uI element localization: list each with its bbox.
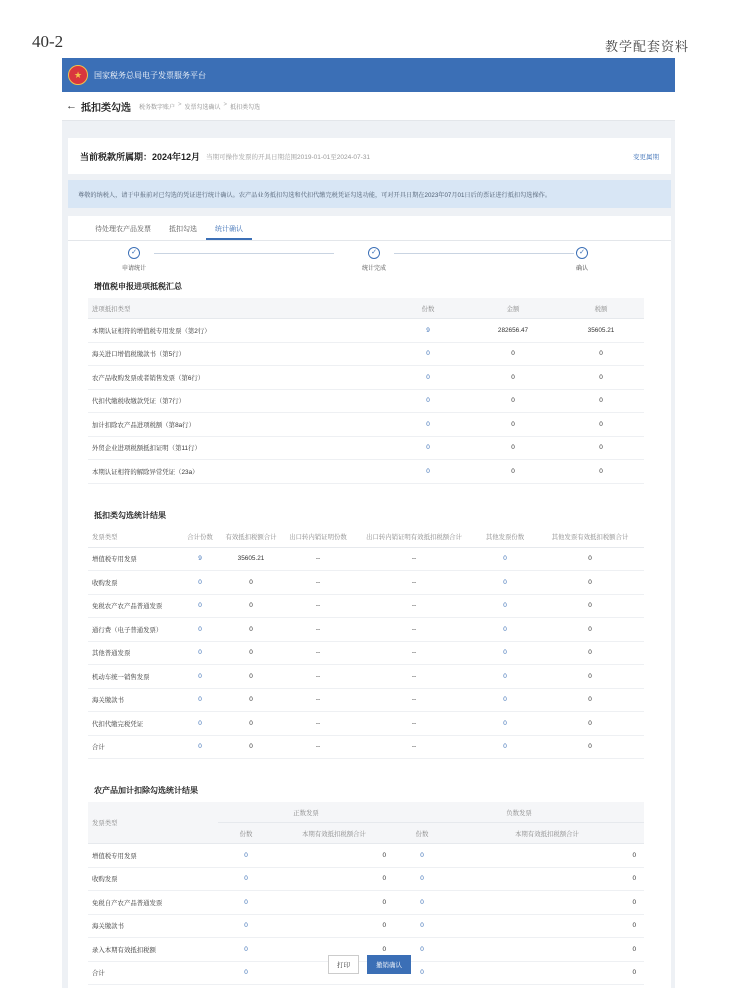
export-tax-cell: -- — [354, 665, 474, 689]
count-link[interactable]: 0 — [180, 571, 220, 595]
positive-count-link[interactable]: 0 — [218, 844, 274, 868]
row-label: 收购发票 — [88, 571, 180, 595]
count-link[interactable]: 0 — [180, 688, 220, 712]
check-icon: ✓ — [128, 247, 140, 259]
table-row — [88, 867, 644, 891]
step-label: 统计完成 — [361, 266, 386, 272]
row-label: 其他普通发票 — [88, 641, 180, 665]
table-row — [88, 319, 644, 343]
breadcrumb-item[interactable]: 税务数字账户 — [139, 104, 176, 111]
negative-tax-cell: 0 — [450, 867, 644, 891]
row-label: 本期认证相符的解除异常凭证（23a） — [88, 460, 388, 484]
breadcrumb-separator: > — [178, 101, 182, 108]
other-count-link[interactable]: 0 — [474, 712, 536, 736]
negative-tax-cell: 0 — [450, 961, 644, 985]
other-tax-cell: 0 — [536, 735, 644, 759]
tax-period-label: 当前税款所属期：2024年12月 — [80, 151, 201, 162]
tax-period-range: 当期可操作发票的开具日期范围2019-01-01至2024-07-31 — [206, 153, 371, 161]
column-header: 份数 — [218, 823, 274, 844]
breadcrumb-item: 抵扣类勾选 — [230, 104, 261, 111]
tax-total-cell: 0 — [220, 735, 282, 759]
tax-total-cell: 0 — [220, 594, 282, 618]
table-row — [88, 366, 644, 390]
amount-cell: 0 — [468, 342, 558, 366]
table-row — [88, 891, 644, 915]
tax-total-cell: 0 — [220, 665, 282, 689]
count-link[interactable]: 0 — [180, 735, 220, 759]
row-label: 本期认证相符的增值税专用发票（第2行） — [88, 319, 388, 343]
tax-cell: 0 — [558, 389, 644, 413]
tab-deduction-select[interactable]: 抵扣勾选 — [169, 226, 197, 233]
count-link[interactable]: 0 — [180, 665, 220, 689]
breadcrumb-separator: > — [223, 101, 228, 108]
table-row — [88, 547, 644, 571]
table-row — [88, 914, 644, 938]
column-header: 合计份数 — [180, 527, 220, 548]
print-button[interactable]: 打印 — [328, 955, 359, 974]
breadcrumb — [139, 102, 260, 111]
column-header: 其他发票份数 — [474, 527, 536, 548]
page-title: 抵扣类勾选 — [81, 102, 131, 114]
other-tax-cell: 0 — [536, 571, 644, 595]
deduction-table — [88, 527, 644, 760]
tax-emblem-icon: ★ — [68, 65, 88, 85]
positive-tax-cell: 0 — [274, 891, 394, 915]
export-tax-cell: -- — [354, 594, 474, 618]
breadcrumb-item[interactable]: 发票勾选确认 — [184, 104, 221, 111]
table-row — [88, 460, 644, 484]
export-count-cell: -- — [282, 665, 354, 689]
count-link[interactable]: 0 — [388, 460, 468, 484]
other-count-link[interactable]: 0 — [474, 665, 536, 689]
tax-total-cell: 0 — [220, 571, 282, 595]
tax-total-cell: 35605.21 — [220, 547, 282, 571]
step-label: 确认 — [575, 266, 588, 272]
back-arrow-icon[interactable]: ← — [66, 100, 77, 112]
tab-pending-agri[interactable]: 待处理农产品发票 — [95, 226, 151, 233]
platform-header — [62, 58, 675, 92]
row-label: 海关缴款书 — [88, 688, 180, 712]
tab-statistics-confirm[interactable]: 统计确认 — [206, 216, 252, 240]
export-count-cell: -- — [282, 735, 354, 759]
column-header: 税额 — [558, 298, 644, 319]
export-tax-cell: -- — [354, 618, 474, 642]
row-label: 海关进口增值税缴款书（第5行） — [88, 342, 388, 366]
negative-count-link[interactable]: 0 — [394, 891, 450, 915]
count-link[interactable]: 0 — [388, 413, 468, 437]
tax-cell: 0 — [558, 436, 644, 460]
negative-count-link[interactable]: 0 — [394, 938, 450, 962]
negative-tax-cell: 0 — [450, 938, 644, 962]
amount-cell: 0 — [468, 413, 558, 437]
negative-tax-cell: 0 — [450, 844, 644, 868]
positive-tax-cell: 0 — [274, 867, 394, 891]
positive-count-link[interactable]: 0 — [218, 867, 274, 891]
column-header: 本期有效抵扣税额合计 — [450, 823, 644, 844]
positive-tax-cell: 0 — [274, 844, 394, 868]
step-connector — [154, 253, 334, 254]
positive-count-link[interactable]: 0 — [218, 891, 274, 915]
count-link[interactable]: 0 — [180, 594, 220, 618]
other-tax-cell: 0 — [536, 641, 644, 665]
row-label: 海关缴款书 — [88, 914, 218, 938]
tax-total-cell: 0 — [220, 712, 282, 736]
tax-total-cell: 0 — [220, 618, 282, 642]
amount-cell: 0 — [468, 366, 558, 390]
table-row — [88, 342, 644, 366]
amount-cell: 0 — [468, 389, 558, 413]
amount-cell: 0 — [468, 436, 558, 460]
group-header: 负数发票 — [394, 802, 644, 823]
positive-tax-cell: 0 — [274, 914, 394, 938]
row-label: 外贸企业进项税额抵扣证明（第11行） — [88, 436, 388, 460]
row-label: 农产品收购发票或者销售发票（第6行） — [88, 366, 388, 390]
column-header: 发票类型 — [88, 802, 218, 844]
row-label: 加计扣除农产品进项税额（第8a行） — [88, 413, 388, 437]
column-header: 有效抵扣税额合计 — [220, 527, 282, 548]
positive-count-link[interactable]: 0 — [218, 914, 274, 938]
app-window — [62, 58, 675, 988]
group-header: 正数发票 — [218, 802, 394, 823]
row-label: 通行费（电子普通发票） — [88, 618, 180, 642]
export-count-cell: -- — [282, 571, 354, 595]
export-tax-cell: -- — [354, 688, 474, 712]
tax-cell: 0 — [558, 413, 644, 437]
positive-tax-cell: 0 — [274, 938, 394, 962]
row-label: 代扣代缴税收缴款凭证（第7行） — [88, 389, 388, 413]
document-tag: 教学配套资料 — [604, 39, 689, 54]
column-header: 出口转内销证明份数 — [282, 527, 354, 548]
table-row — [88, 618, 644, 642]
count-link[interactable]: 0 — [180, 618, 220, 642]
step-confirm — [552, 247, 612, 272]
column-header: 进项抵扣类型 — [88, 298, 388, 319]
column-header: 发票类型 — [88, 527, 180, 548]
negative-count-link[interactable]: 0 — [394, 914, 450, 938]
step-done — [344, 247, 404, 272]
row-label: 代扣代缴完税凭证 — [88, 712, 180, 736]
deduction-title: 抵扣类勾选统计结果 — [94, 510, 166, 520]
row-label: 机动车统一销售发票 — [88, 665, 180, 689]
main-panel — [68, 216, 671, 988]
row-label: 合计 — [88, 961, 218, 985]
progress-steps — [68, 243, 671, 275]
step-connector — [394, 253, 574, 254]
table-row — [88, 844, 644, 868]
action-buttons — [68, 955, 671, 974]
export-count-cell: -- — [282, 712, 354, 736]
negative-count-link[interactable]: 0 — [394, 867, 450, 891]
negative-count-link[interactable]: 0 — [394, 961, 450, 985]
amount-cell: 282656.47 — [468, 319, 558, 343]
row-label: 合计 — [88, 735, 180, 759]
export-tax-cell: -- — [354, 641, 474, 665]
check-icon: ✓ — [368, 247, 380, 259]
positive-count-link[interactable]: 0 — [218, 938, 274, 962]
column-header: 本期有效抵扣税额合计 — [274, 823, 394, 844]
table-row — [88, 389, 644, 413]
tab-bar — [68, 216, 671, 241]
row-label: 录入本期有效抵扣税额 — [88, 938, 218, 962]
agri-title: 农产品加计扣除勾选统计结果 — [94, 786, 198, 795]
row-label: 增值税专用发票 — [88, 844, 218, 868]
tax-period-card — [68, 138, 671, 174]
other-count-link[interactable]: 0 — [474, 641, 536, 665]
table-row — [88, 594, 644, 618]
other-tax-cell: 0 — [536, 712, 644, 736]
step-apply — [104, 247, 164, 272]
column-header: 份数 — [394, 823, 450, 844]
other-tax-cell: 0 — [536, 688, 644, 712]
export-count-cell: -- — [282, 547, 354, 571]
export-count-cell: -- — [282, 618, 354, 642]
summary-table — [88, 298, 644, 484]
other-count-link[interactable]: 0 — [474, 571, 536, 595]
check-icon: ✓ — [576, 247, 588, 259]
table-row — [88, 436, 644, 460]
platform-title: 国家税务总局电子发票服务平台 — [94, 70, 206, 80]
other-tax-cell: 0 — [536, 594, 644, 618]
column-header: 出口转内销证明有效抵扣税额合计 — [354, 527, 474, 548]
row-label: 收购发票 — [88, 867, 218, 891]
other-count-link[interactable]: 0 — [474, 547, 536, 571]
tax-total-cell: 0 — [220, 641, 282, 665]
count-link[interactable]: 0 — [388, 389, 468, 413]
other-count-link[interactable]: 0 — [474, 688, 536, 712]
export-tax-cell: -- — [354, 571, 474, 595]
notice-banner: 尊敬的纳税人，请于申报前对已勾选的凭证进行统计确认。农产品业务抵扣勾选和代扣代缴完税凭证勾选功能，可对开具日期在2023年07月01日后的票证进行抵扣勾选操作。 — [68, 180, 671, 208]
negative-count-link[interactable]: 0 — [394, 844, 450, 868]
negative-tax-cell: 0 — [450, 914, 644, 938]
table-row — [88, 688, 644, 712]
table-row — [88, 641, 644, 665]
row-label: 增值税专用发票 — [88, 547, 180, 571]
other-tax-cell: 0 — [536, 665, 644, 689]
amount-cell: 0 — [468, 460, 558, 484]
tax-total-cell: 0 — [220, 688, 282, 712]
breadcrumb-bar — [62, 92, 675, 121]
count-link[interactable]: 0 — [388, 366, 468, 390]
export-count-cell: -- — [282, 594, 354, 618]
export-count-cell: -- — [282, 641, 354, 665]
column-header: 金额 — [468, 298, 558, 319]
table-row — [88, 571, 644, 595]
tax-cell: 0 — [558, 342, 644, 366]
positive-count-link[interactable]: 0 — [218, 961, 274, 985]
count-link[interactable]: 9 — [180, 547, 220, 571]
table-row — [88, 665, 644, 689]
other-tax-cell: 0 — [536, 547, 644, 571]
tax-cell: 35605.21 — [558, 319, 644, 343]
count-link[interactable]: 0 — [388, 342, 468, 366]
step-label: 申请统计 — [121, 266, 146, 272]
count-link[interactable]: 9 — [388, 319, 468, 343]
other-count-link[interactable]: 0 — [474, 618, 536, 642]
count-link[interactable]: 0 — [180, 641, 220, 665]
row-label: 免税农产农产品普通发票 — [88, 594, 180, 618]
tax-cell: 0 — [558, 366, 644, 390]
table-row — [88, 735, 644, 759]
table-row — [88, 712, 644, 736]
page-number: 40-2 — [32, 32, 64, 51]
negative-tax-cell: 0 — [450, 891, 644, 915]
export-tax-cell: -- — [354, 547, 474, 571]
column-header: 其他发票有效抵扣税额合计 — [536, 527, 644, 548]
cancel-confirm-button[interactable]: 撤销确认 — [367, 955, 411, 974]
table-row — [88, 413, 644, 437]
change-period-link[interactable]: 变更属期 — [633, 153, 659, 161]
export-count-cell: -- — [282, 688, 354, 712]
export-tax-cell: -- — [354, 712, 474, 736]
count-link[interactable]: 0 — [388, 436, 468, 460]
column-header: 份数 — [388, 298, 468, 319]
other-count-link[interactable]: 0 — [474, 735, 536, 759]
other-tax-cell: 0 — [536, 618, 644, 642]
summary-title: 增值税申报进项抵税汇总 — [94, 282, 182, 291]
other-count-link[interactable]: 0 — [474, 594, 536, 618]
export-tax-cell: -- — [354, 735, 474, 759]
count-link[interactable]: 0 — [180, 712, 220, 736]
row-label: 免税自产农产品普通发票 — [88, 891, 218, 915]
tax-cell: 0 — [558, 460, 644, 484]
